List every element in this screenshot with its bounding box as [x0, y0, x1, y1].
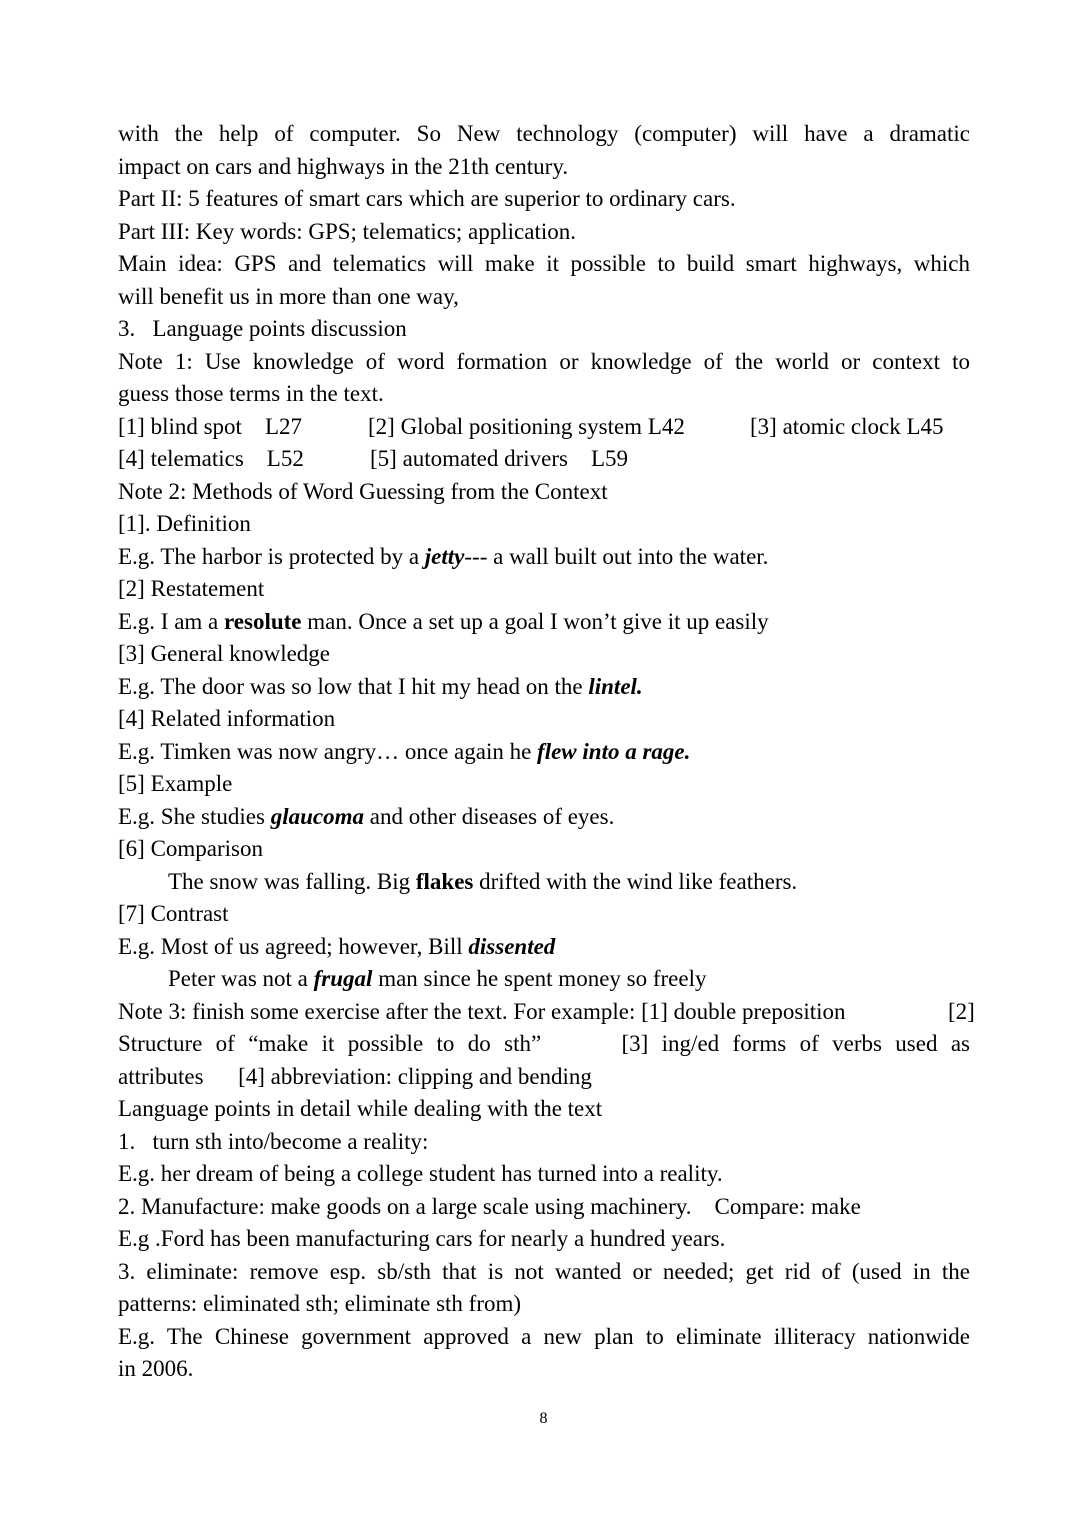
text-run: in 2006.	[118, 1356, 194, 1381]
example-line	[168, 866, 970, 899]
emphasized-term: jetty	[424, 543, 465, 569]
text-run: guess those terms in the text.	[118, 381, 384, 406]
method-heading	[118, 898, 970, 931]
text-run: will benefit us in more than one way,	[118, 283, 459, 309]
text-run: E.g. I am a	[118, 608, 225, 634]
example-line	[118, 1223, 970, 1256]
example-line	[118, 541, 970, 574]
text-run: The snow was falling. Big	[168, 868, 416, 894]
text-line	[118, 216, 970, 249]
text-run: drifted with the wind like feathers.	[473, 868, 798, 894]
text-run: [1] blind spot L27	[118, 413, 302, 439]
text-run: patterns: eliminated sth; eliminate sth from)	[118, 1291, 522, 1316]
method-heading	[118, 833, 970, 866]
emphasized-term: glaucoma	[270, 803, 364, 829]
bold-term: flakes	[415, 868, 474, 894]
text-line	[118, 183, 970, 216]
text-run: [5] automated drivers L59	[370, 446, 629, 471]
text-line	[118, 1191, 970, 1224]
text-run: 3. eliminate: remove esp. sb/sth that is not wanted or needed; get rid of (used in the	[118, 1258, 970, 1284]
text-run: E.g .Ford has been manufacturing cars for nearly a hundred years.	[118, 1226, 726, 1251]
text-line	[118, 118, 970, 151]
section-heading	[118, 313, 970, 346]
text-run: Structure of “make it possible to do sth” [3] ing/ed forms of verbs used as	[118, 1031, 970, 1056]
example-line	[118, 801, 970, 834]
text-run: 1. turn sth into/become a reality:	[118, 1128, 429, 1154]
text-run: [3] General knowledge	[118, 641, 331, 666]
text-run: E.g. She studies	[118, 803, 271, 829]
emphasized-term: flew into a rage.	[537, 738, 691, 764]
text-line	[118, 1093, 970, 1126]
method-heading	[118, 638, 970, 671]
text-run: E.g. The Chinese government approved a new plan to eliminate illiteracy nationwide	[118, 1323, 970, 1349]
term-list-line	[118, 411, 970, 444]
example-line	[118, 1353, 970, 1386]
example-line	[118, 606, 970, 639]
example-line	[118, 1321, 970, 1354]
text-line	[118, 378, 970, 411]
text-run: Note 3: finish some exercise after the text. For example: [1] double preposition	[118, 998, 846, 1024]
text-run: E.g. Timken was now angry… once again he	[118, 738, 538, 764]
example-line	[118, 1158, 970, 1191]
emphasized-term: frugal	[313, 966, 373, 991]
text-run: E.g. The door was so low that I hit my head on the	[118, 673, 589, 699]
method-heading	[118, 703, 970, 736]
text-run: E.g. Most of us agreed; however, Bill	[118, 933, 469, 959]
text-run: --- a wall built out into the water.	[464, 543, 769, 569]
text-run: E.g. her dream of being a college student has turned into a reality.	[118, 1161, 723, 1186]
text-line	[118, 476, 970, 509]
text-run: Main idea: GPS and telematics will make it possible to build smart highways, which	[118, 251, 970, 276]
text-run: [1]. Definition	[118, 511, 251, 536]
text-run: attributes [4] abbreviation: clipping and bending	[118, 1063, 592, 1089]
text-run: man since he spent money so freely	[372, 966, 707, 991]
text-run: with the help of computer. So New technology (computer) will have a dramatic	[118, 121, 970, 146]
text-run: Language points in detail while dealing with the text	[118, 1096, 603, 1121]
text-run: E.g. The harbor is protected by a	[118, 543, 425, 569]
example-line	[118, 671, 970, 704]
page-number: 8	[539, 1410, 548, 1427]
text-run: 2. Manufacture: make goods on a large scale using machinery. Compare: make	[118, 1193, 861, 1219]
method-heading	[118, 573, 970, 606]
term-list-line	[118, 443, 970, 476]
method-heading	[118, 768, 970, 801]
emphasized-term: dissented	[468, 933, 556, 959]
bold-term: resolute	[224, 608, 302, 634]
example-line	[118, 931, 970, 964]
text-run: [6] Comparison	[118, 836, 264, 861]
text-run: [2] Global positioning system L42	[368, 413, 685, 439]
text-run: Part II: 5 features of smart cars which are superior to ordinary cars.	[118, 186, 736, 211]
text-run: man. Once a set up a goal I won’t give it up easily	[301, 608, 769, 634]
text-run: [3] atomic clock L45	[750, 413, 944, 439]
text-run: Part III: Key words: GPS; telematics; application.	[118, 218, 576, 244]
text-run: impact on cars and highways in the 21th century.	[118, 153, 569, 179]
method-heading	[118, 508, 970, 541]
text-line	[118, 1288, 970, 1321]
text-line	[118, 281, 970, 314]
text-line	[118, 151, 970, 184]
text-line	[118, 1256, 970, 1289]
text-run: Note 1: Use knowledge of word formation or knowledge of the world or context to	[118, 348, 970, 374]
text-line	[118, 248, 970, 281]
text-line	[118, 346, 970, 379]
text-run: and other diseases of eyes.	[363, 803, 615, 829]
text-run: Note 2: Methods of Word Guessing from the Context	[118, 478, 608, 504]
example-line	[118, 736, 970, 769]
text-line	[118, 1126, 970, 1159]
text-run: [2]	[948, 998, 975, 1024]
text-run: 3. Language points discussion	[118, 316, 407, 341]
text-line	[118, 1061, 970, 1094]
text-run: [2] Restatement	[118, 576, 265, 601]
example-line	[168, 963, 970, 996]
text-run: [7] Contrast	[118, 901, 229, 926]
text-run: [4] Related information	[118, 706, 336, 731]
text-run: [5] Example	[118, 771, 233, 796]
text-line	[118, 1028, 970, 1061]
text-run: [4] telematics L52	[118, 446, 304, 471]
emphasized-term: lintel.	[588, 673, 643, 699]
text-run: Peter was not a	[168, 966, 314, 991]
text-line	[118, 996, 975, 1029]
